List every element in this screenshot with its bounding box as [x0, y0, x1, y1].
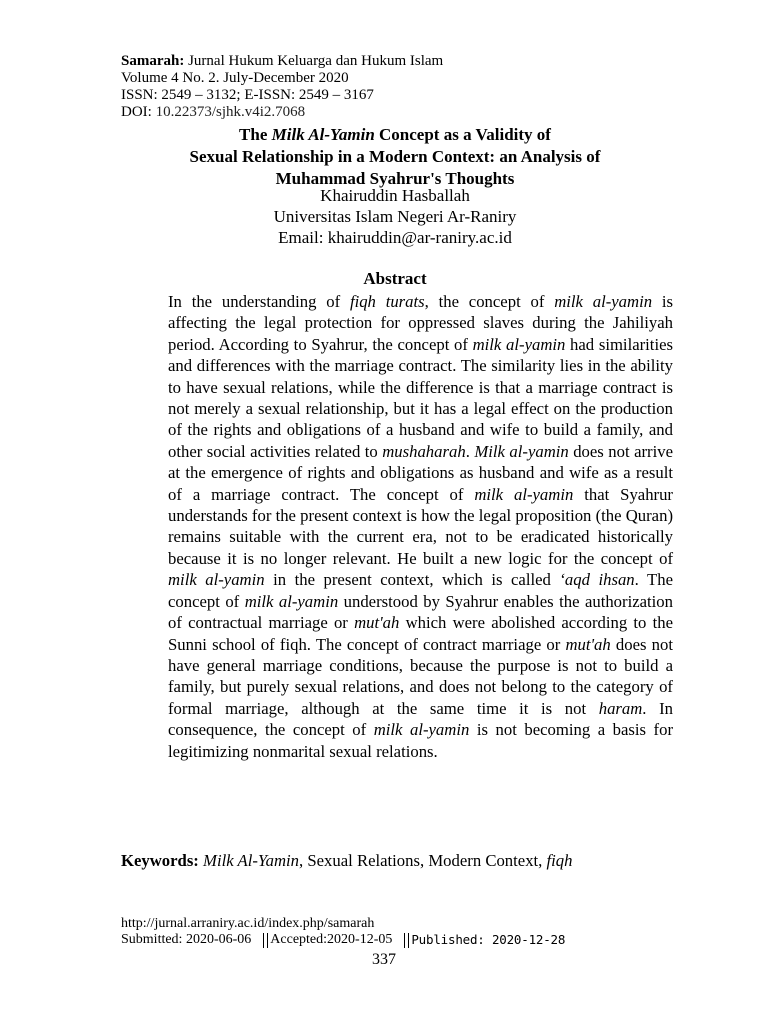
journal-name-line [121, 53, 681, 70]
abstract-text [168, 291, 673, 762]
title-italic: Milk Al-Yamin [271, 125, 375, 144]
journal-issn: ISSN: 2549 – 3132; E-ISSN: 2549 – 3167 [121, 87, 374, 103]
journal-header [121, 53, 681, 121]
journal-name: Jurnal Hukum Keluarga dan Hukum Islam [188, 53, 444, 69]
accepted-date: Accepted:2020-12-05 [270, 932, 393, 947]
keywords-label: Keywords: [121, 851, 199, 870]
abstract-segment: . [465, 441, 475, 461]
page-footer [121, 916, 661, 948]
journal-url[interactable]: http://jurnal.arraniry.ac.id/index.php/samarah [121, 916, 375, 931]
abstract-term: ‘aqd ihsan [559, 570, 635, 590]
author-email[interactable]: Email: khairuddin@ar-raniry.ac.id [278, 228, 512, 247]
keyword-milk-al-yamin: Milk Al-Yamin [203, 851, 300, 870]
abstract-term: mut'ah [354, 613, 400, 633]
author-block [100, 185, 690, 248]
abstract-term: milk al-yamin [244, 591, 339, 611]
title-line-1 [100, 124, 690, 146]
published-date: Published: 2020-12-28 [411, 932, 566, 947]
keywords-line [121, 850, 681, 871]
author-affiliation: Universitas Islam Negeri Ar-Raniry [273, 207, 517, 226]
abstract-term: mut'ah [565, 634, 611, 654]
abstract-segment: had similarities and differences with the marriage contract. The similarity lies in the ability to have sexual relations, while the difference is that a marriage contract is not merely a sexual relationship, but it has a legal effect on the production of the rights and obligations of a husband and wife to build a family, and other social activities related to [168, 334, 673, 461]
abstract-term: milk al-yamin [474, 484, 574, 504]
abstract-segment: In the understanding of [168, 292, 350, 311]
abstract-heading: Abstract [363, 269, 427, 288]
date-separator [263, 933, 268, 948]
doi-link[interactable]: 10.22373/sjhk.v4i2.7068 [155, 104, 306, 120]
journal-doi-line [121, 104, 681, 121]
keyword-fiqh: fiqh [546, 851, 573, 870]
title-line-3: Muhammad Syahrur's Thoughts [275, 169, 515, 188]
abstract-term: mushaharah [382, 441, 466, 461]
submitted-date: Submitted: 2020-06-06 [121, 932, 252, 947]
title-part-1: The [239, 125, 272, 144]
abstract-term: haram [598, 698, 643, 718]
abstract-segment: . The concept of [168, 570, 673, 611]
title-line-2: Sexual Relationship in a Modern Context: an Analysis of [189, 147, 601, 166]
article-dates [121, 932, 661, 948]
abstract-segment: . In consequence, the concept of [168, 698, 673, 740]
author-name: Khairuddin Hasballah [320, 186, 470, 205]
abstract-segment: that Syahrur understands for the present context is how the legal proposition (the Quran) remains suitable with the current era, not to be eradicated historically because it is no longer relevant. He built a new logic for the concept of [168, 484, 673, 568]
journal-prefix: Samarah: [121, 53, 185, 69]
abstract-segment: which were abolished according to the Sunni school of fiqh. The concept of contract marriage or [168, 613, 673, 654]
article-title [100, 124, 690, 190]
journal-volume: Volume 4 No. 2. July-December 2020 [121, 70, 349, 86]
keywords-rest: , Sexual Relations, Modern Context, [299, 851, 547, 870]
abstract-segment: understood by Syahrur enables the authorization of contractual marriage or [168, 591, 673, 633]
abstract-term: milk al-yamin [373, 720, 470, 740]
doi-label: DOI: [121, 104, 156, 120]
abstract-term: milk al-yamin [472, 334, 566, 354]
abstract-segment: is not becoming a basis for legitimizing nonmarital sexual relations. [168, 720, 673, 761]
abstract-term: fiqh turats [349, 292, 425, 311]
abstract-segment: is affecting the legal protection for oppressed slaves during the Jahiliyah period. According to Syahrur, the concept of [168, 292, 673, 354]
abstract-term: milk al-yamin [554, 292, 653, 311]
page-number: 337 [372, 951, 396, 968]
abstract-segment: in the present context, which is called [264, 570, 560, 590]
title-part-2: Concept as a Validity of [374, 125, 551, 144]
abstract-segment: does not have general marriage conditions, because the purpose is not to build a family, but purely sexual relations, and does not belong to the category of formal marriage, although at the same time it is not [168, 634, 673, 718]
abstract-segment: , the concept of [424, 292, 555, 311]
abstract-term: milk al-yamin [168, 570, 265, 590]
abstract-term: Milk al-yamin [474, 441, 569, 461]
date-separator [404, 933, 409, 948]
abstract-segment: does not arrive at the emergence of rights and obligations as husband and wife as a result of a marriage contract. The concept of [168, 441, 673, 504]
